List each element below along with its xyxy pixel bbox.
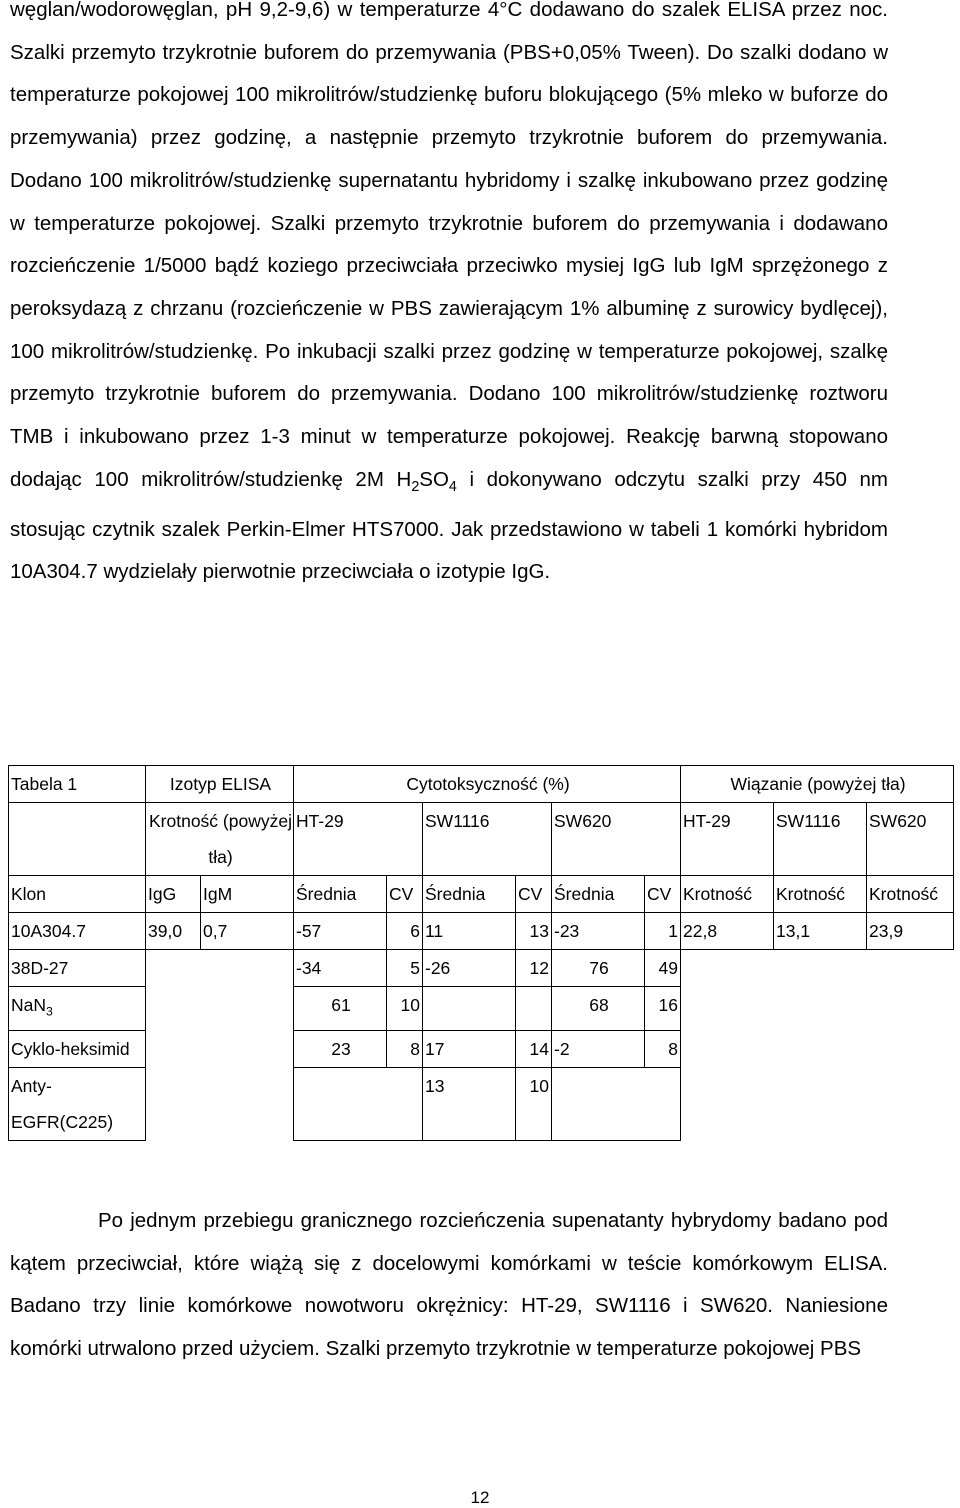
table-header-row xyxy=(9,766,954,803)
table-cell: 13,1 xyxy=(774,913,867,950)
text-line: komórkami w teście komórkowym ELISA. Badano trzy linie komórkowe xyxy=(10,1251,888,1318)
header-ht29: HT-29 xyxy=(294,803,423,876)
text-line: bydlęcej), 100 mikrolitrów/studzienkę. Po inkubacji szalki przez godzinę w xyxy=(10,296,889,363)
table-cell: 8 xyxy=(387,1030,423,1067)
results-table xyxy=(8,765,954,1141)
header-fold: Krotność (powyżej tła) xyxy=(146,803,294,876)
table-cell: 0,7 xyxy=(201,913,294,950)
table-cell: 1 xyxy=(645,913,681,950)
table-cell: 17 xyxy=(423,1030,516,1067)
header-cell: IgG xyxy=(146,876,201,913)
header-sw1116: SW1116 xyxy=(423,803,552,876)
header-cell: Średnia xyxy=(423,876,516,913)
text-line: (PBS+0,05% Tween). Do szalki dodano w temperaturze pokojowej 100 xyxy=(10,40,889,107)
table-cell: 6 xyxy=(387,913,423,950)
text-line: nowotworu okrężnicy: HT-29, SW1116 i SW620. Naniesione komórki utrwalono xyxy=(10,1294,888,1361)
text-line: komórki hybridom 10A304.7 wydzielały pierwotnie przeciwciała o izotypie IgG. xyxy=(10,517,888,584)
header-cell: Klon xyxy=(9,876,146,913)
table-row xyxy=(9,913,954,950)
text-line: przemywania. Dodano 100 mikrolitrów/studzienkę supernatantu hybridomy i xyxy=(10,126,888,192)
table-cell: 13 xyxy=(516,913,552,950)
table-cell: 22,8 xyxy=(681,913,774,950)
table-cell: -26 xyxy=(423,950,516,987)
subscript: 2 xyxy=(411,478,420,495)
header-cell: CV xyxy=(516,876,552,913)
header-cell: CV xyxy=(645,876,681,913)
table-cell: 23 xyxy=(294,1030,387,1067)
text-fragment: i dokonywano odczytu szalki przy 450 nm xyxy=(456,467,888,491)
header-cell: CV xyxy=(387,876,423,913)
text-line: trzykrotnie buforem do przemywania i dodawano rozcieńczenie 1/5000 bądź xyxy=(10,211,888,278)
text-line: Dodano 100 mikrolitrów/studzienkę roztworu TMB i inkubowano przez 1-3 minut xyxy=(10,382,889,449)
text-line: w temperaturze pokojowej. Reakcję barwną stopowano dodając 100 xyxy=(10,425,888,491)
paragraph-methods xyxy=(10,0,888,594)
header-sw1116-binding: SW1116 xyxy=(774,803,867,876)
header-cell: Średnia xyxy=(552,876,645,913)
subscript: 4 xyxy=(448,478,457,495)
text-line: szalkę inkubowano przez godzinę w temperaturze pokojowej. Szalki przemyto xyxy=(10,168,888,235)
text-line: przed użyciem. Szalki przemyto trzykrotnie w temperaturze pokojowej PBS xyxy=(182,1337,862,1361)
text-line: hybrydomy badano pod kątem przeciwciał, które wiążą się z docelowymi xyxy=(10,1209,888,1275)
table-header-row xyxy=(9,803,954,876)
text-line: stosując czytnik szalek Perkin-Elmer HTS7000. Jak przedstawiono w tabeli 1 xyxy=(10,517,719,541)
table-cell: 10 xyxy=(387,987,423,1031)
nan-label: NaN xyxy=(11,995,47,1015)
table-row xyxy=(9,1030,954,1067)
header-cell: Krotność xyxy=(867,876,954,913)
table-cell: 39,0 xyxy=(146,913,201,950)
table-row xyxy=(9,1067,954,1140)
text-line: koziego przeciwciała przeciwko mysiej IgG lub IgM sprzężonego z peroksydazą xyxy=(10,254,888,320)
paragraph-cell-elisa xyxy=(10,1200,888,1371)
header-cell: IgM xyxy=(201,876,294,913)
table-cell: -23 xyxy=(552,913,645,950)
table-cell xyxy=(9,987,146,1031)
table-cell: -2 xyxy=(552,1030,645,1067)
header-ht29-binding: HT-29 xyxy=(681,803,774,876)
text-line: ELISA przez noc. Szalki przemyto trzykrotnie buforem do przemywania xyxy=(10,0,888,64)
subscript: 3 xyxy=(46,1004,53,1019)
table-cell: 13 xyxy=(423,1067,516,1140)
table-row xyxy=(9,950,954,987)
table-cell: 16 xyxy=(645,987,681,1031)
table-cell: 38D-27 xyxy=(9,950,146,987)
header-sw620: SW620 xyxy=(552,803,681,876)
table-cell: 5 xyxy=(387,950,423,987)
table-row xyxy=(9,987,954,1031)
table-cell: 49 xyxy=(645,950,681,987)
text-line: mikrolitrów/studzienkę 2M H xyxy=(141,467,412,491)
page-number: 12 xyxy=(470,1488,490,1507)
text-line: temperaturze pokojowej, szalkę przemyto trzykrotnie buforem do przemywania. xyxy=(10,339,889,406)
table-cell: 8 xyxy=(645,1030,681,1067)
text-line: przemywania) przez godzinę, a następnie przemyto trzykrotnie buforem do xyxy=(10,126,749,150)
table-cell: 11 xyxy=(423,913,516,950)
header-cell: Krotność xyxy=(774,876,867,913)
table-cell: 10 xyxy=(516,1067,552,1140)
header-cell: Średnia xyxy=(294,876,387,913)
table-header-row xyxy=(9,876,954,913)
header-cytotoxicity: Cytotoksyczność (%) xyxy=(294,766,681,803)
table-cell: -34 xyxy=(294,950,387,987)
header-isotype: Izotyp ELISA xyxy=(146,766,294,803)
table-cell: 23,9 xyxy=(867,913,954,950)
header-binding: Wiązanie (powyżej tła) xyxy=(681,766,954,803)
text-fragment: SO xyxy=(419,467,449,491)
table-cell: -57 xyxy=(294,913,387,950)
table-cell: Anty-EGFR(C225) xyxy=(9,1067,146,1140)
table-cell: Cyklo-heksimid xyxy=(9,1030,146,1067)
header-sw620-binding: SW620 xyxy=(867,803,954,876)
header-cell: Krotność xyxy=(681,876,774,913)
table-cell: 61 xyxy=(294,987,387,1031)
text-line: Po jednym przebiegu granicznego rozcieńczenia supenatanty xyxy=(98,1209,664,1232)
table-cell: 10A304.7 xyxy=(9,913,146,950)
text-line: mikrolitrów/studzienkę buforu blokującego (5% mleko w buforze do xyxy=(275,83,889,107)
table-caption: Tabela 1 xyxy=(9,766,146,803)
text-line: z chrzanu (rozcieńczenie w PBS zawierającym 1% albuminę z surowicy xyxy=(133,296,794,320)
table-cell: 14 xyxy=(516,1030,552,1067)
table-cell: 68 xyxy=(552,987,645,1031)
table-cell: 76 xyxy=(552,950,645,987)
table-cell: 12 xyxy=(516,950,552,987)
text-line: węglan/wodorowęglan, pH 9,2-9,6) w temperaturze 4°C dodawano do szalek xyxy=(10,0,720,21)
